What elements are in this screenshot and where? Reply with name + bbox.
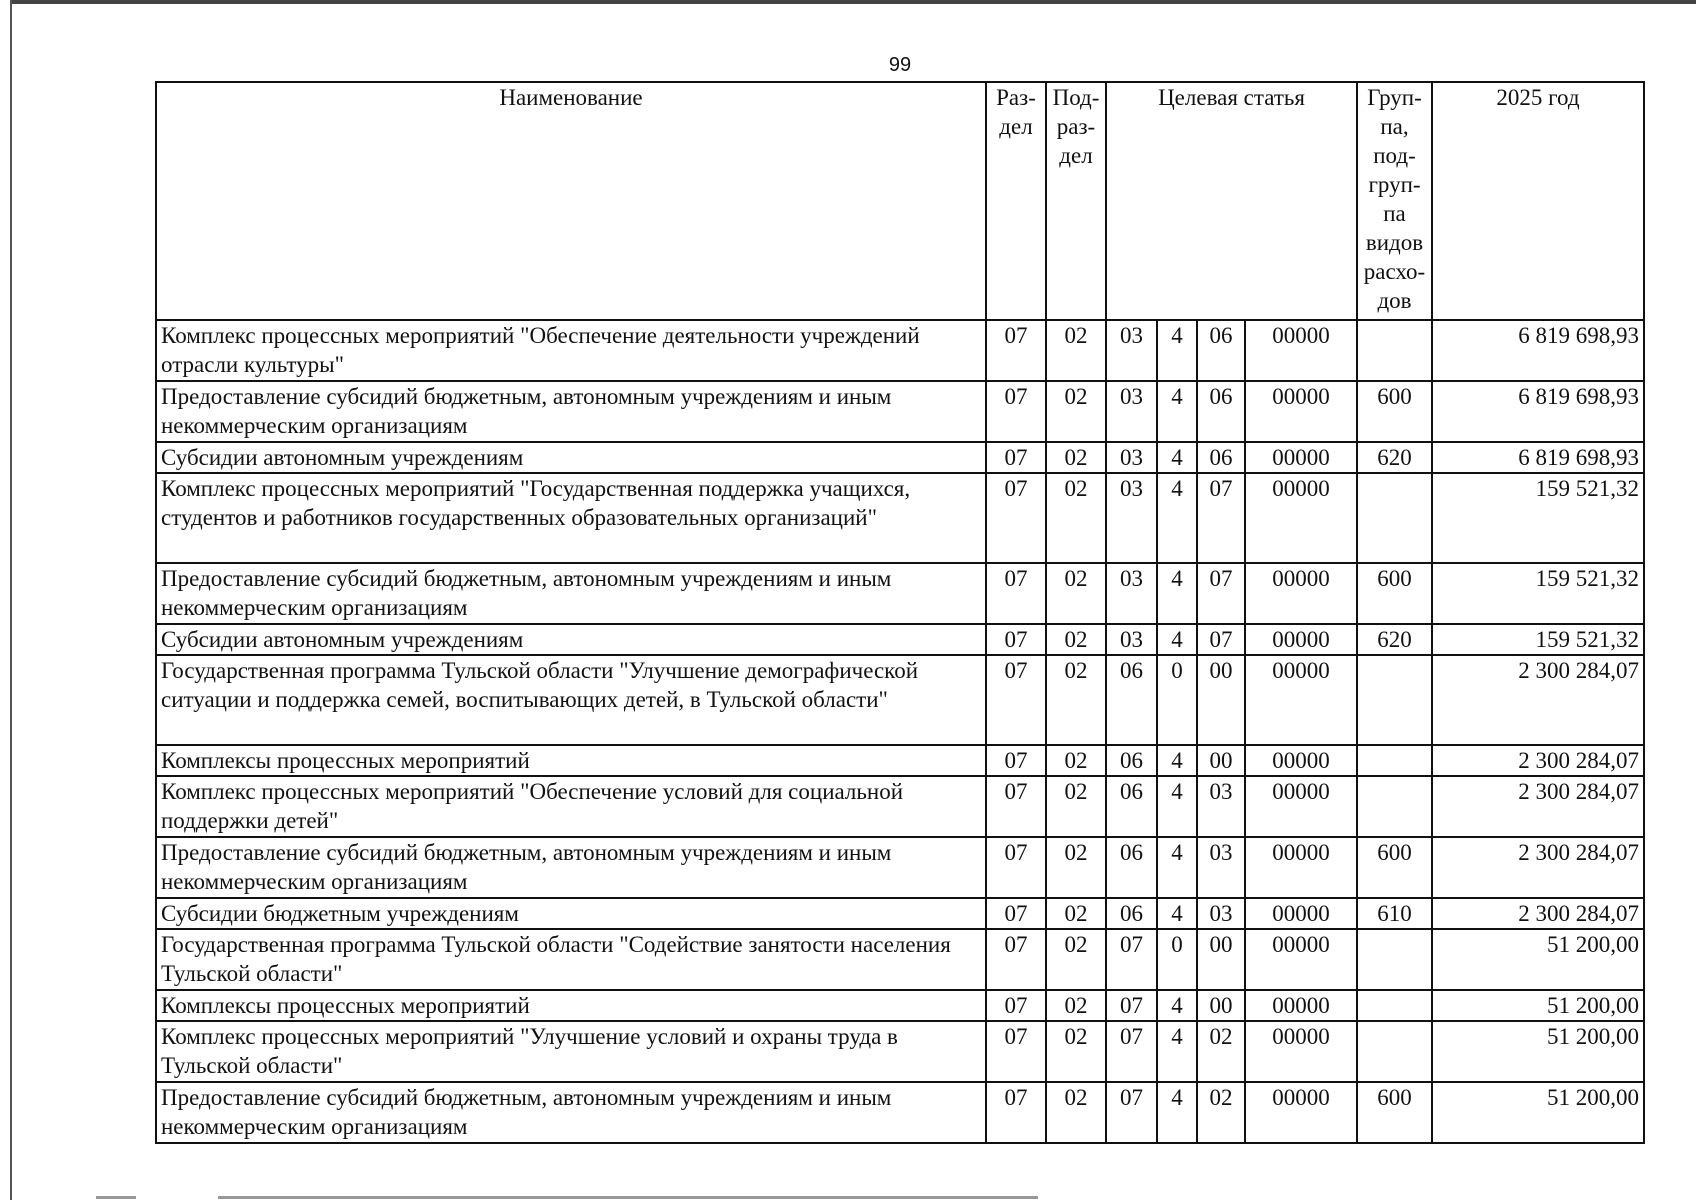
row-podrazdel: 02 xyxy=(1046,624,1106,655)
row-target-program: 07 xyxy=(1106,990,1157,1021)
row-razdel: 07 xyxy=(986,1021,1046,1082)
table-row xyxy=(156,473,1644,563)
row-expense-type: 610 xyxy=(1357,898,1432,929)
row-name: Предоставление субсидий бюджетным, автономным учреждениям и иным некоммерческим организациям xyxy=(156,381,986,442)
row-amount: 159 521,32 xyxy=(1432,563,1644,624)
row-amount: 2 300 284,07 xyxy=(1432,655,1644,745)
table-row xyxy=(156,929,1644,990)
header-group-line: груп- xyxy=(1368,172,1421,197)
row-target-direction: 00000 xyxy=(1245,624,1357,655)
row-target-element: 06 xyxy=(1197,381,1245,442)
table-row xyxy=(156,898,1644,929)
row-razdel: 07 xyxy=(986,990,1046,1021)
row-razdel: 07 xyxy=(986,655,1046,745)
header-group-line: дов xyxy=(1377,288,1412,313)
row-amount: 159 521,32 xyxy=(1432,473,1644,563)
row-expense-type: 600 xyxy=(1357,381,1432,442)
row-amount: 2 300 284,07 xyxy=(1432,745,1644,776)
row-name: Государственная программа Тульской области "Содействие занятости населения Тульской области" xyxy=(156,929,986,990)
row-target-element: 00 xyxy=(1197,745,1245,776)
row-amount: 2 300 284,07 xyxy=(1432,776,1644,837)
row-target-type: 0 xyxy=(1157,655,1197,745)
page-frame-left xyxy=(10,0,12,1200)
row-target-direction: 00000 xyxy=(1245,745,1357,776)
header-group-line: видов xyxy=(1365,230,1424,255)
table-row xyxy=(156,745,1644,776)
row-target-element: 03 xyxy=(1197,837,1245,898)
header-target-article: Целевая статья xyxy=(1106,82,1357,320)
row-target-direction: 00000 xyxy=(1245,776,1357,837)
row-podrazdel: 02 xyxy=(1046,1082,1106,1143)
row-razdel: 07 xyxy=(986,1082,1046,1143)
row-target-element: 02 xyxy=(1197,1021,1245,1082)
row-target-program: 03 xyxy=(1106,442,1157,473)
row-expense-type xyxy=(1357,473,1432,563)
row-target-direction: 00000 xyxy=(1245,442,1357,473)
row-amount: 51 200,00 xyxy=(1432,929,1644,990)
row-podrazdel: 02 xyxy=(1046,837,1106,898)
row-target-direction: 00000 xyxy=(1245,837,1357,898)
header-podrazdel-line: дел xyxy=(1059,143,1093,168)
row-expense-type: 620 xyxy=(1357,442,1432,473)
row-target-program: 03 xyxy=(1106,320,1157,381)
row-amount: 6 819 698,93 xyxy=(1432,381,1644,442)
table-row xyxy=(156,776,1644,837)
row-target-program: 03 xyxy=(1106,473,1157,563)
row-target-program: 06 xyxy=(1106,898,1157,929)
table-row xyxy=(156,442,1644,473)
row-razdel: 07 xyxy=(986,320,1046,381)
row-target-program: 06 xyxy=(1106,776,1157,837)
row-expense-type xyxy=(1357,655,1432,745)
row-target-type: 4 xyxy=(1157,745,1197,776)
row-razdel: 07 xyxy=(986,563,1046,624)
row-target-program: 03 xyxy=(1106,563,1157,624)
row-podrazdel: 02 xyxy=(1046,320,1106,381)
row-name: Субсидии автономным учреждениям xyxy=(156,442,986,473)
row-target-type: 4 xyxy=(1157,473,1197,563)
row-target-type: 0 xyxy=(1157,929,1197,990)
row-razdel: 07 xyxy=(986,776,1046,837)
row-name: Предоставление субсидий бюджетным, автономным учреждениям и иным некоммерческим организациям xyxy=(156,563,986,624)
row-target-direction: 00000 xyxy=(1245,381,1357,442)
row-podrazdel: 02 xyxy=(1046,563,1106,624)
row-podrazdel: 02 xyxy=(1046,929,1106,990)
row-amount: 51 200,00 xyxy=(1432,1021,1644,1082)
row-target-direction: 00000 xyxy=(1245,563,1357,624)
row-target-program: 07 xyxy=(1106,1082,1157,1143)
table-row xyxy=(156,837,1644,898)
row-target-program: 06 xyxy=(1106,655,1157,745)
row-target-program: 06 xyxy=(1106,745,1157,776)
row-amount: 6 819 698,93 xyxy=(1432,320,1644,381)
header-group-line: Груп- xyxy=(1367,85,1422,110)
row-target-element: 02 xyxy=(1197,1082,1245,1143)
row-podrazdel: 02 xyxy=(1046,745,1106,776)
row-amount: 2 300 284,07 xyxy=(1432,837,1644,898)
row-target-element: 00 xyxy=(1197,990,1245,1021)
row-expense-type xyxy=(1357,1021,1432,1082)
row-name: Комплекс процессных мероприятий "Обеспечение условий для социальной поддержки детей" xyxy=(156,776,986,837)
header-podrazdel-line: Под- xyxy=(1052,85,1100,110)
row-target-direction: 00000 xyxy=(1245,898,1357,929)
header-group-line: под- xyxy=(1373,143,1416,168)
row-podrazdel: 02 xyxy=(1046,381,1106,442)
row-razdel: 07 xyxy=(986,837,1046,898)
row-target-element: 03 xyxy=(1197,776,1245,837)
row-name: Предоставление субсидий бюджетным, автономным учреждениям и иным некоммерческим организациям xyxy=(156,837,986,898)
header-group-line: расхо- xyxy=(1363,259,1426,284)
row-razdel: 07 xyxy=(986,745,1046,776)
row-target-type: 4 xyxy=(1157,381,1197,442)
table-row xyxy=(156,381,1644,442)
row-podrazdel: 02 xyxy=(1046,442,1106,473)
row-target-program: 03 xyxy=(1106,624,1157,655)
header-razdel xyxy=(986,82,1046,320)
row-expense-type: 620 xyxy=(1357,624,1432,655)
table-row xyxy=(156,1082,1644,1143)
row-target-element: 03 xyxy=(1197,898,1245,929)
table-row xyxy=(156,990,1644,1021)
header-group-line: па xyxy=(1383,201,1406,226)
row-target-type: 4 xyxy=(1157,990,1197,1021)
row-razdel: 07 xyxy=(986,929,1046,990)
header-razdel-line: Раз- xyxy=(996,85,1036,110)
table-header-row xyxy=(156,82,1644,320)
row-target-type: 4 xyxy=(1157,898,1197,929)
row-target-element: 07 xyxy=(1197,563,1245,624)
table-row xyxy=(156,1021,1644,1082)
row-expense-type: 600 xyxy=(1357,563,1432,624)
footer-scan-line xyxy=(96,1196,136,1199)
row-podrazdel: 02 xyxy=(1046,473,1106,563)
row-target-direction: 00000 xyxy=(1245,990,1357,1021)
row-expense-type xyxy=(1357,320,1432,381)
row-expense-type xyxy=(1357,990,1432,1021)
row-expense-type xyxy=(1357,776,1432,837)
row-name: Комплекс процессных мероприятий "Государственная поддержка учащихся, студентов и работников государственных образовательных организаций" xyxy=(156,473,986,563)
row-target-element: 00 xyxy=(1197,929,1245,990)
row-name: Комплексы процессных мероприятий xyxy=(156,745,986,776)
row-razdel: 07 xyxy=(986,381,1046,442)
row-target-program: 07 xyxy=(1106,929,1157,990)
page-number: 99 xyxy=(888,54,912,76)
page-frame-top xyxy=(10,0,1696,4)
row-name: Предоставление субсидий бюджетным, автономным учреждениям и иным некоммерческим организациям xyxy=(156,1082,986,1143)
row-target-type: 4 xyxy=(1157,563,1197,624)
row-name: Субсидии автономным учреждениям xyxy=(156,624,986,655)
row-target-type: 4 xyxy=(1157,624,1197,655)
row-target-element: 00 xyxy=(1197,655,1245,745)
row-target-direction: 00000 xyxy=(1245,655,1357,745)
row-target-element: 06 xyxy=(1197,442,1245,473)
row-target-element: 06 xyxy=(1197,320,1245,381)
row-name: Комплекс процессных мероприятий "Улучшение условий и охраны труда в Тульской области" xyxy=(156,1021,986,1082)
row-expense-type: 600 xyxy=(1357,837,1432,898)
footer-scan-line xyxy=(218,1196,1038,1199)
header-year: 2025 год xyxy=(1432,82,1644,320)
row-target-program: 07 xyxy=(1106,1021,1157,1082)
header-group-line: па, xyxy=(1380,114,1409,139)
row-name: Государственная программа Тульской области "Улучшение демографической ситуации и поддержка семей, воспитывающих детей, в Тульской области" xyxy=(156,655,986,745)
row-target-element: 07 xyxy=(1197,473,1245,563)
row-amount: 159 521,32 xyxy=(1432,624,1644,655)
header-podrazdel xyxy=(1046,82,1106,320)
row-target-type: 4 xyxy=(1157,1082,1197,1143)
row-amount: 51 200,00 xyxy=(1432,990,1644,1021)
row-amount: 6 819 698,93 xyxy=(1432,442,1644,473)
row-target-direction: 00000 xyxy=(1245,473,1357,563)
row-target-type: 4 xyxy=(1157,837,1197,898)
header-name: Наименование xyxy=(156,82,986,320)
row-expense-type: 600 xyxy=(1357,1082,1432,1143)
row-target-type: 4 xyxy=(1157,776,1197,837)
row-target-program: 03 xyxy=(1106,381,1157,442)
row-podrazdel: 02 xyxy=(1046,776,1106,837)
header-expense-group xyxy=(1357,82,1432,320)
row-podrazdel: 02 xyxy=(1046,898,1106,929)
row-target-direction: 00000 xyxy=(1245,320,1357,381)
row-target-type: 4 xyxy=(1157,320,1197,381)
row-target-type: 4 xyxy=(1157,442,1197,473)
table-row xyxy=(156,624,1644,655)
row-target-program: 06 xyxy=(1106,837,1157,898)
table-row xyxy=(156,320,1644,381)
row-name: Комплексы процессных мероприятий xyxy=(156,990,986,1021)
budget-table xyxy=(155,81,1645,1144)
row-razdel: 07 xyxy=(986,624,1046,655)
table-row xyxy=(156,655,1644,745)
row-podrazdel: 02 xyxy=(1046,1021,1106,1082)
row-target-direction: 00000 xyxy=(1245,1021,1357,1082)
header-podrazdel-line: раз- xyxy=(1056,114,1096,139)
row-podrazdel: 02 xyxy=(1046,655,1106,745)
row-podrazdel: 02 xyxy=(1046,990,1106,1021)
header-razdel-line: дел xyxy=(999,114,1033,139)
row-expense-type xyxy=(1357,929,1432,990)
row-target-element: 07 xyxy=(1197,624,1245,655)
table-body xyxy=(156,82,1644,1143)
row-name: Субсидии бюджетным учреждениям xyxy=(156,898,986,929)
row-target-direction: 00000 xyxy=(1245,929,1357,990)
table-row xyxy=(156,563,1644,624)
row-target-direction: 00000 xyxy=(1245,1082,1357,1143)
row-target-type: 4 xyxy=(1157,1021,1197,1082)
row-amount: 2 300 284,07 xyxy=(1432,898,1644,929)
row-razdel: 07 xyxy=(986,442,1046,473)
row-name: Комплекс процессных мероприятий "Обеспечение деятельности учреждений отрасли культуры" xyxy=(156,320,986,381)
row-expense-type xyxy=(1357,745,1432,776)
row-razdel: 07 xyxy=(986,898,1046,929)
row-amount: 51 200,00 xyxy=(1432,1082,1644,1143)
row-razdel: 07 xyxy=(986,473,1046,563)
